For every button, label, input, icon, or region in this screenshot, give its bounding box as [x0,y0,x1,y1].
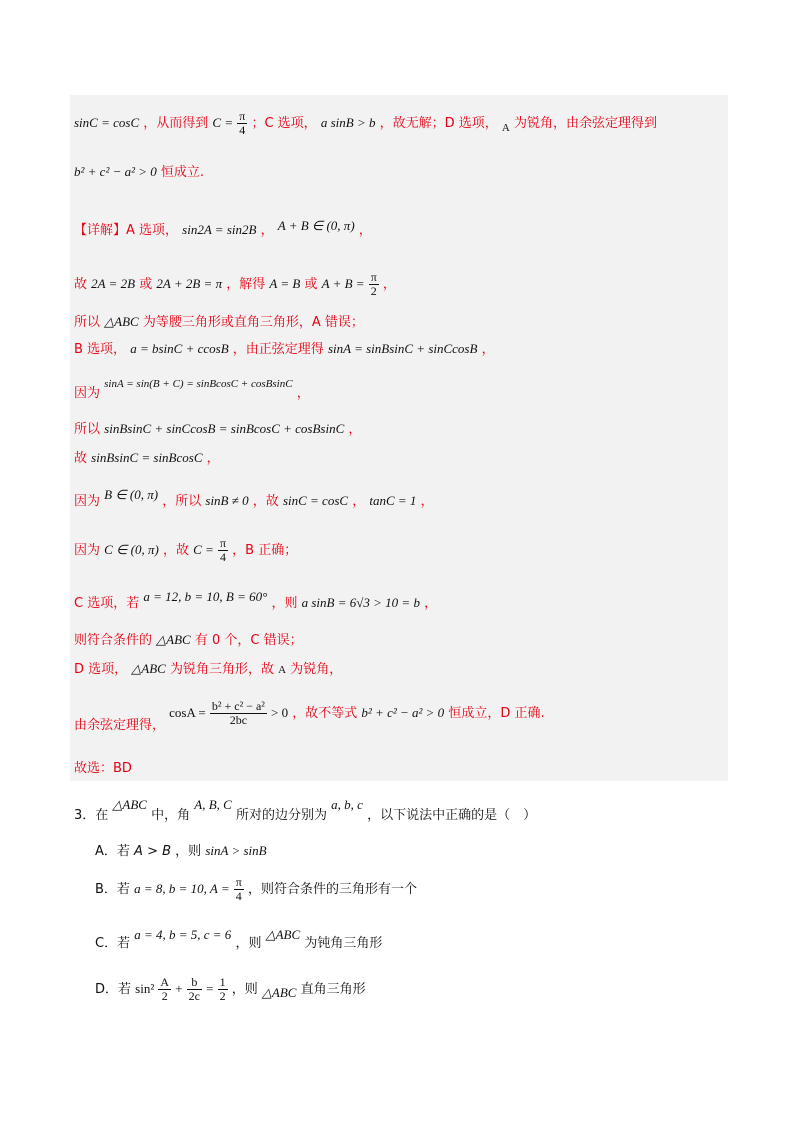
solution-line-1: sinC = cosC ，从而得到 C = $\frac{\pi}{4}$ ；C 选项， a sinB > b ，故无解；D 选项， $_A$ 为锐角，由余弦定理得到 [74,109,658,137]
fraction: $\frac{\text{b² + c² − a²}}{2bc}$ [211,699,265,727]
fraction: $\frac{A}{2}$ [160,975,170,1003]
solution-line-13: 则符合条件的 △ABC 有 0 个，C 错误； [74,632,303,648]
solution-line-7: 因为 sinA = sin(B + C) = sinBcosC + cosBsinC ， [74,378,310,401]
solution-line-3: 【详解】A 选项， sin2A = sin2B ， A + B ∈ (0, π) ， [74,218,372,238]
solution-line-2: b² + c² − a² > 0 恒成立. [74,164,205,180]
fraction: $\frac{\pi}{4}$ [235,875,242,903]
solution-line-8: 所以 sinBsinC + sinCcosB = sinBcosC + cosBsinC ， [74,421,362,437]
solution-line-12: C 选项，若 a = 12, b = 10, B = 60° ，则 a sinB = 6√3 > 10 = b ， [74,589,438,611]
fraction: $\frac{1}{2}$ [219,975,226,1003]
solution-line-4: 故 2A = 2B 或 2A + 2B = π ，解得 A = B 或 A + B = $\frac{\pi}{2}$ ， [74,270,396,298]
fraction: $\frac{\pi}{4}$ [219,536,227,564]
solution-line-14: D 选项， △ABC 为锐角三角形，故 A 为锐角， [74,661,343,677]
option-b: B．若 a = 8, b = 10, A = $\frac{\pi}{4}$ ，则符合条件的三角形有一个 [95,875,417,903]
solution-line-9: 故 sinBsinC = sinBcosC ， [74,450,220,466]
question-stem: 3．在 △ABC 中，角 A, B, C 所对的边分别为 a, b, c ，以下说法中正确的是（ ） [74,797,537,823]
solution-line-6: B 选项， a = bsinC + ccosB ，由正弦定理得 sinA = sinBsinC + sinCcosB ， [74,341,495,357]
solution-line-5: 所以 △ABC 为等腰三角形或直角三角形，A 错误； [74,314,364,330]
solution-line-11: 因为 C ∈ (0, π) ，故 C = $\frac{\pi}{4}$ ，B 正确； [74,536,298,564]
solution-line-15: 由余弦定理得， cosA = $\frac{\text{b² + c² − a²}}{2bc}$ > 0 ，故不等式 b² + c² − a² > 0 恒成立，D 正确. [74,699,545,733]
fraction: $\frac{\pi}{2}$ [370,270,377,298]
option-d: D．若 sin² $\frac{A}{2}$ + $\frac{b}{2c}$ = $\frac{1}{2}$ ，则 △ABC 直角三角形 [95,975,366,1003]
option-c: C．若 a = 4, b = 5, c = 6 ，则 △ABC 为钝角三角形 [95,927,383,951]
fraction: $\frac{\pi}{4}$ [239,109,246,137]
solution-answer: 故选：BD [74,761,132,776]
math: sinC = cosC [74,115,140,130]
fraction: $\frac{b}{2c}$ [188,975,200,1003]
solution-line-10: 因为 B ∈ (0, π) ，所以 sinB ≠ 0 ，故 sinC = cosC ， tanC = 1 ， [74,487,434,509]
option-a: A．若 A > B ，则 sinA > sinB [95,843,267,859]
